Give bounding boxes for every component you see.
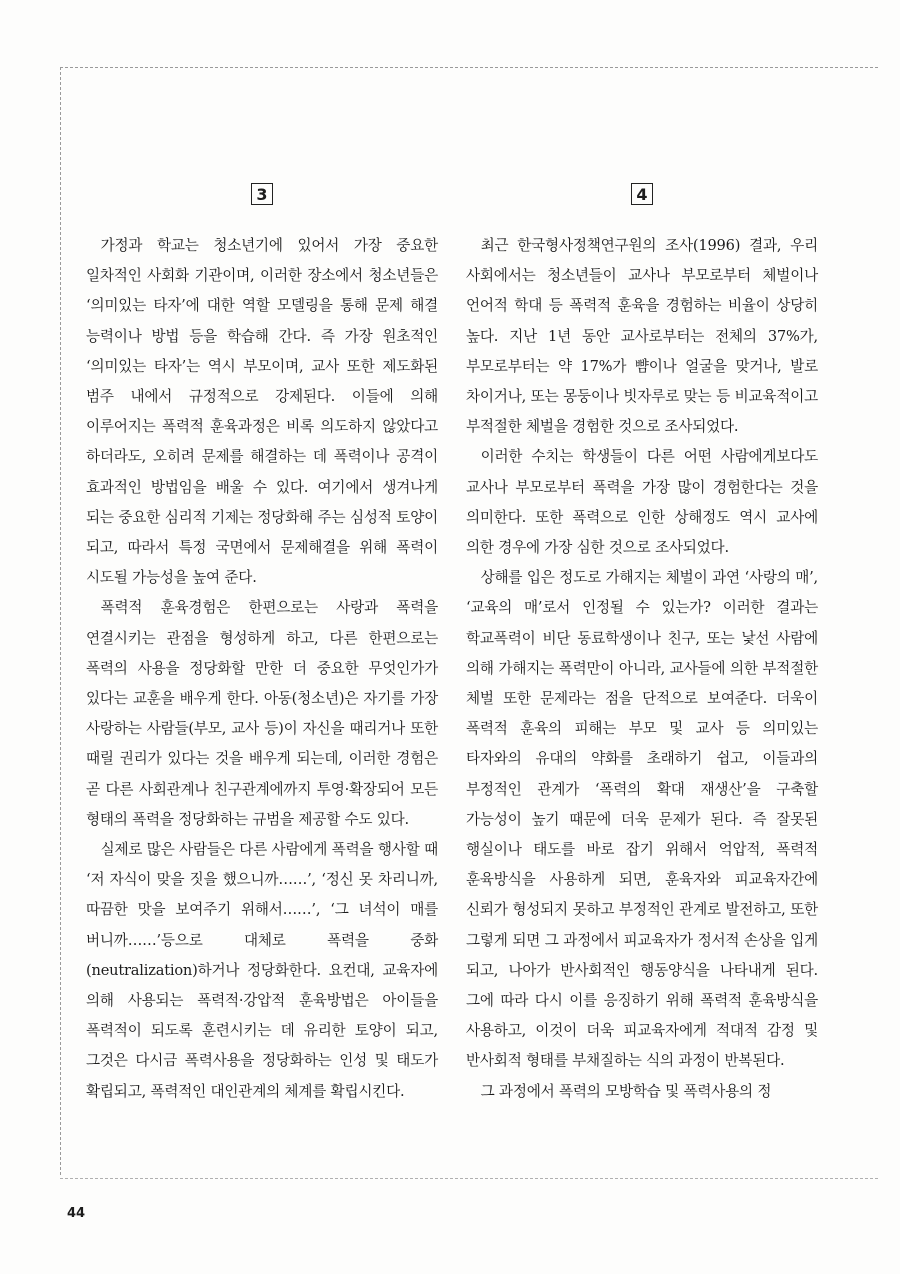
- right-column: [466, 183, 818, 1107]
- left-border-line: [60, 67, 61, 1175]
- paragraph: 폭력적 훈육경험은 한편으로는 사랑과 폭력을 연결시키는 관점을 형성하게 하고, 다른 한편으로는 폭력의 사용을 정당화할 만한 더 중요한 무엇인가가 있다는 교훈을 배우게 한다. 아동(청소년)은 자기를 가장 사랑하는 사람들(부모, 교사 등)이 자신을 때리거나 또한 때릴 권리가 있다는 것을 배우게 되는데, 이러한 경험은 곧 다른 사회관계나 친구관계에까지 투영·확장되어 모든 형태의 폭력을 정당화하는 규범을 제공할 수도 있다.: [86, 599, 438, 828]
- paragraph: 최근 한국형사정책연구원의 조사(1996) 결과, 우리 사회에서는 청소년들이 교사나 부모로부터 체벌이나 언어적 학대 등 폭력적 훈육을 경험하는 비율이 상당히 높다. 지난 1년 동안 교사로부터는 전체의 37%가, 부모로부터는 약 17%가 뺨이나 얼굴을 맞거나, 발로 차이거나, 또는 몽둥이나 빗자루로 맞는 등 비교육적이고 부적절한 체벌을 경험한 것으로 조사되었다.: [466, 237, 818, 436]
- section-number-box: 4: [631, 183, 653, 205]
- paragraph: 가정과 학교는 청소년기에 있어서 가장 중요한 일차적인 사회화 기관이며, 이러한 장소에서 청소년들은 ‘의미있는 타자’에 대한 역할 모델링을 통해 문제 해결 능력이나 방법 등을 학습해 간다. 즉 가장 원초적인 ‘의미있는 타자’는 역시 부모이며, 교사 또한 제도화된 범주 내에서 규정적으로 강제된다. 이들에 의해 이루어지는 폭력적 훈육과정은 비록 의도하지 않았다고 하더라도, 오히려 문제를 해결하는 데 폭력이나 공격이 효과적인 방법임을 배울 수 있다. 여기에서 생겨나게 되는 중요한 심리적 기제는 정당화해 주는 심성적 토양이 되고, 따라서 특정 국면에서 문제해결을 위해 폭력이 시도될 가능성을 높여 준다.: [86, 237, 438, 587]
- left-column: [86, 183, 438, 1107]
- paragraph: 이러한 수치는 학생들이 다른 어떤 사람에게보다도 교사나 부모로부터 폭력을 가장 많이 경험한다는 것을 의미한다. 또한 폭력으로 인한 상해정도 역시 교사에 의한 경우에 가장 심한 것으로 조사되었다.: [466, 448, 818, 557]
- section-number-box: 3: [251, 183, 273, 205]
- bottom-border-line: [60, 1178, 878, 1179]
- paragraph: 그 과정에서 폭력의 모방학습 및 폭력사용의 정: [480, 1082, 772, 1100]
- top-border-line: [60, 67, 878, 68]
- paragraph: 실제로 많은 사람들은 다른 사람에게 폭력을 행사할 때 ‘저 자식이 맞을 짓을 했으니까……’, ‘정신 못 차리니까, 따끔한 맛을 보여주기 위해서……’, ‘그 녀석이 매를 버니까……’등으로 대체로 폭력을 중화(neutralization)하거나 정당화한다. 요컨대, 교육자에 의해 사용되는 폭력적·강압적 훈육방법은 아이들을 폭력적이 되도록 훈련시키는 데 유리한 토양이 되고, 그것은 다시금 폭력사용을 정당화하는 인성 및 태도가 확립되고, 폭력적인 대인관계의 체계를 확립시킨다.: [86, 841, 438, 1100]
- paragraph: 상해를 입은 정도로 가해지는 체벌이 과연 ‘사랑의 매’, ‘교육의 매’로서 인정될 수 있는가? 이러한 결과는 학교폭력이 비단 동료학생이나 친구, 또는 낯선 사람에 의해 가해지는 폭력만이 아니라, 교사들에 의한 부적절한 체벌 또한 문제라는 점을 단적으로 보여준다. 더욱이 폭력적 훈육의 피해는 부모 및 교사 등 의미있는 타자와의 유대의 약화를 초래하기 쉽고, 이들과의 부정적인 관계가 ‘폭력의 확대 재생산’을 구축할 가능성이 높기 때문에 더욱 문제가 된다. 즉 잘못된 행실이나 태도를 바로 잡기 위해서 억압적, 폭력적 훈육방식을 사용하게 되면, 훈육자와 피교육자간에 신뢰가 형성되지 못하고 부정적인 관계로 발전하고, 또한 그렇게 되면 그 과정에서 피교육자가 정서적 손상을 입게 되고, 나아가 반사회적인 행동양식을 나타내게 된다. 그에 따라 다시 이를 응징하기 위해 폭력적 훈육방식을 사용하고, 이것이 더욱 피교육자에게 적대적 감정 및 반사회적 형태를 부채질하는 식의 과정이 반복된다.: [466, 569, 818, 1070]
- page-number: 44: [67, 1206, 86, 1221]
